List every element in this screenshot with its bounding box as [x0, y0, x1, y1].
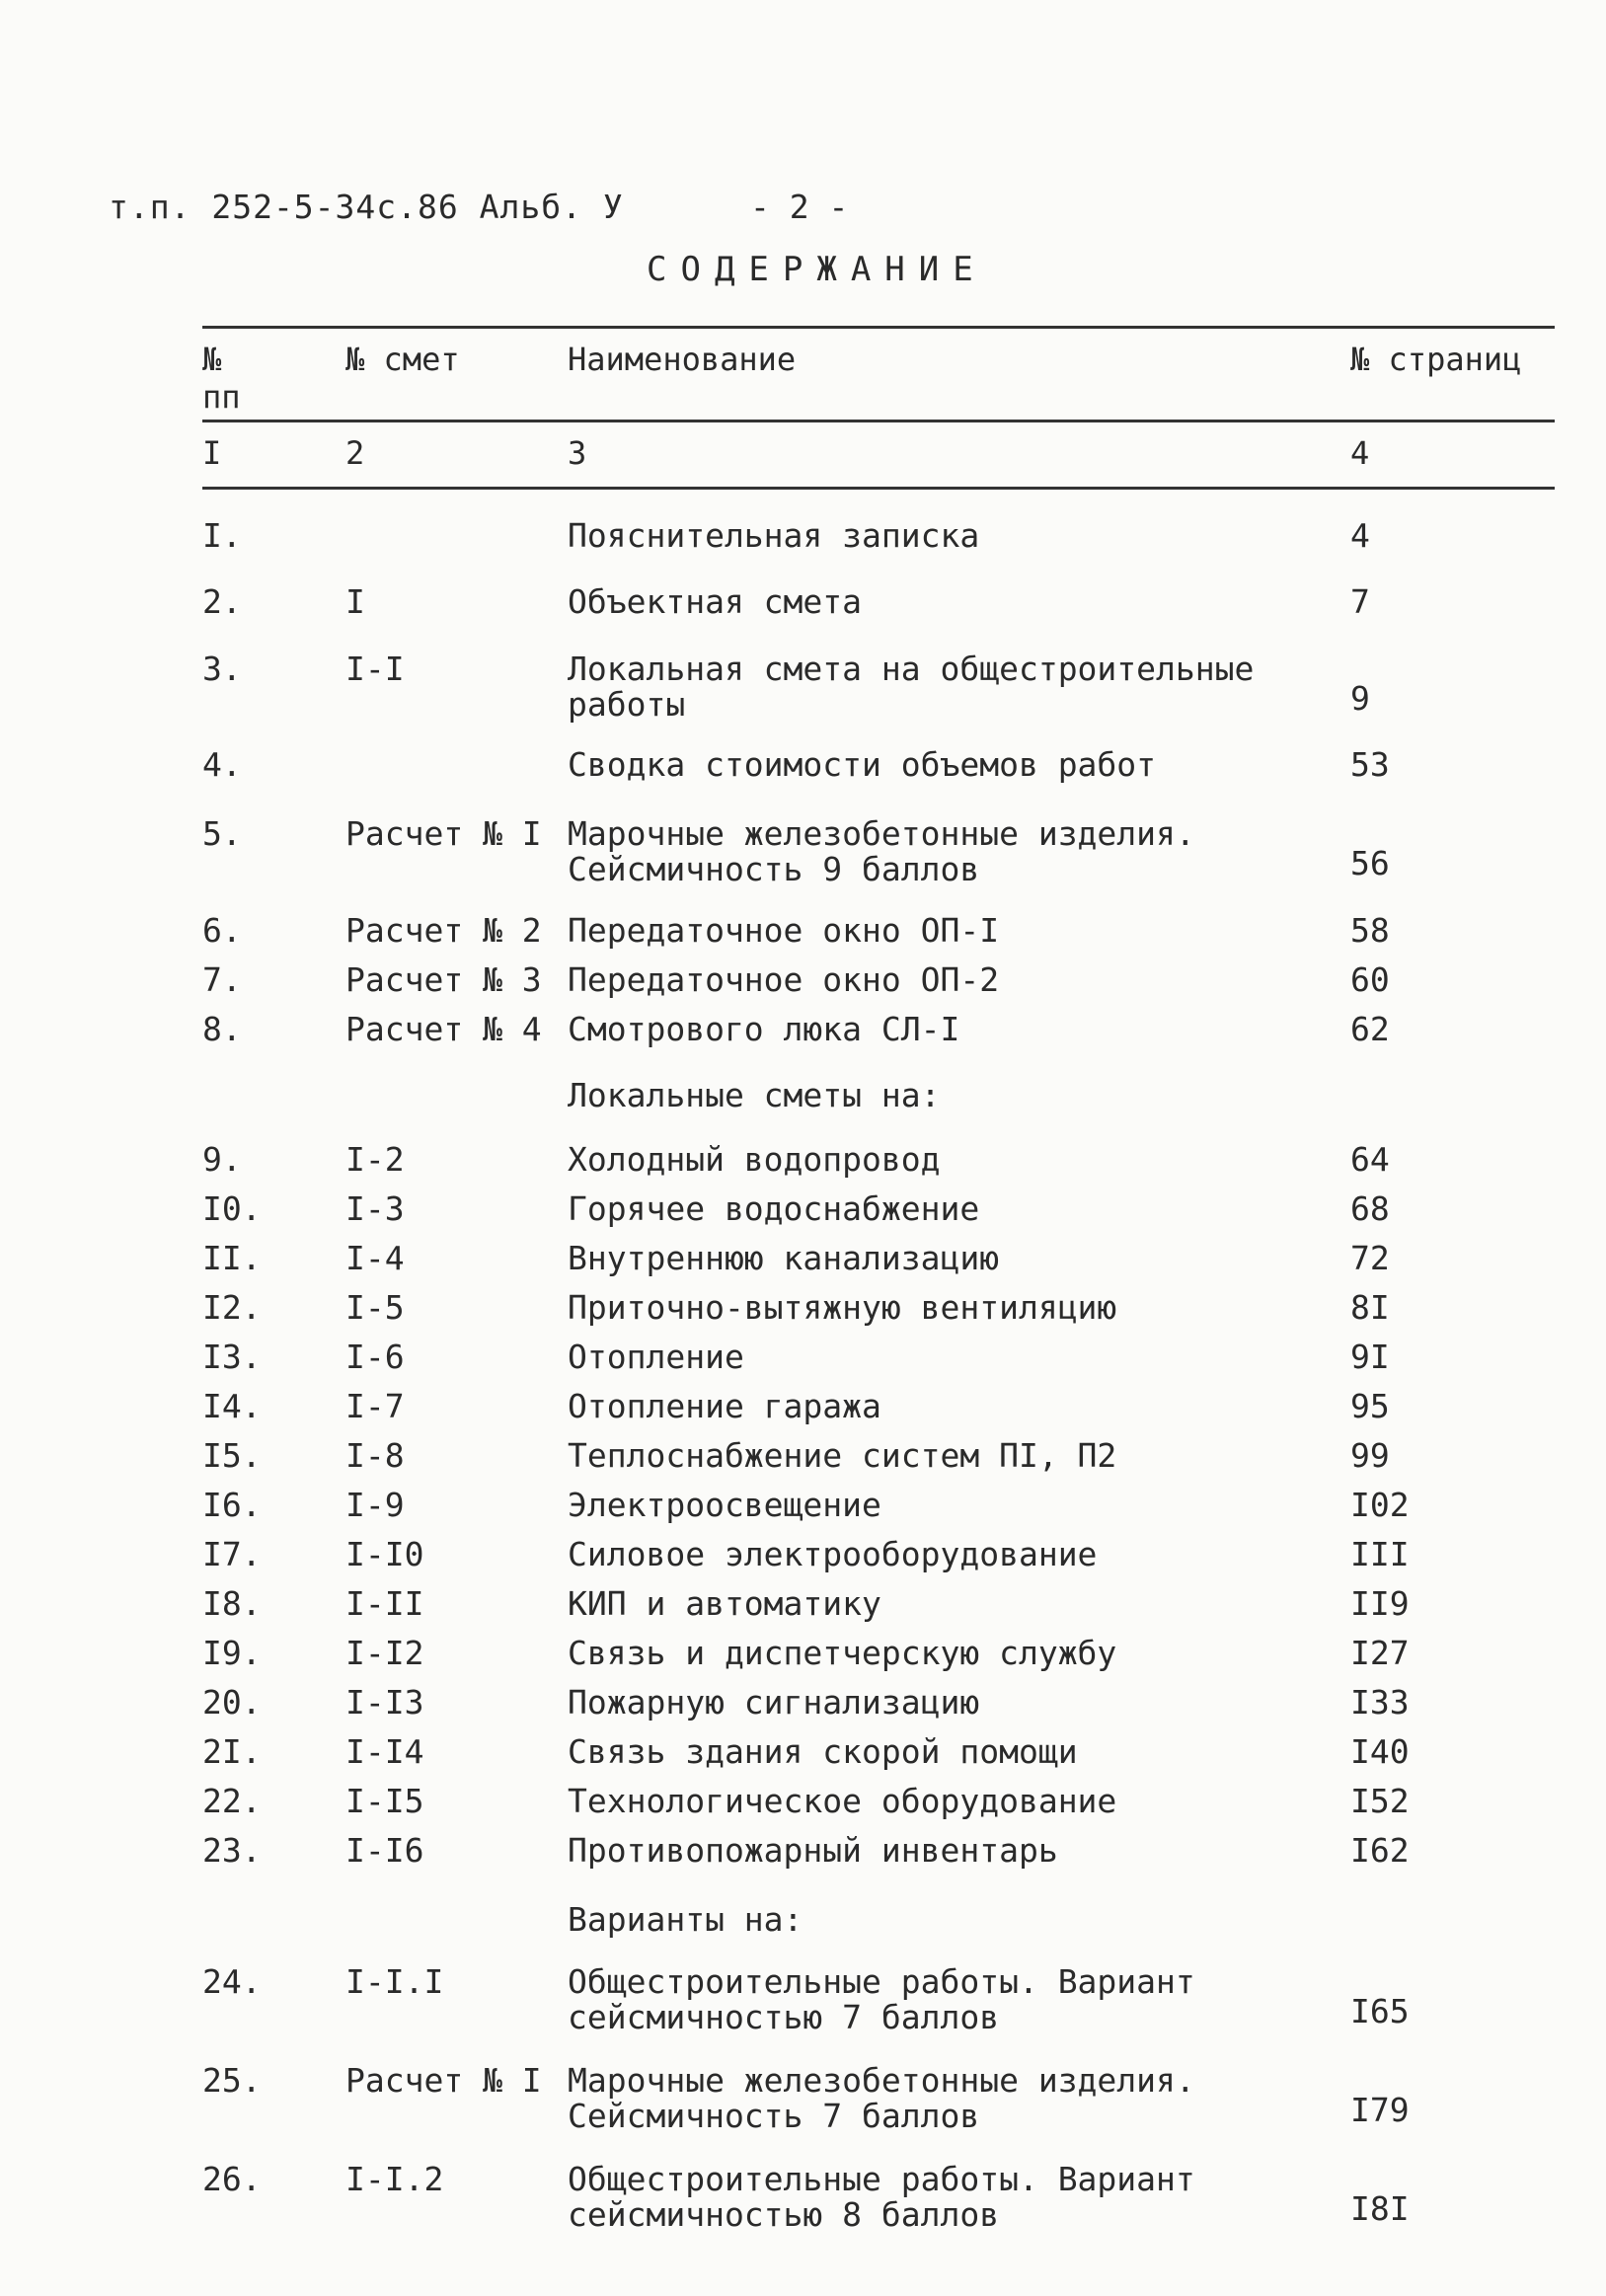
row-number: I7.: [202, 1535, 262, 1573]
row-number: 5.: [202, 814, 242, 853]
table-top-rule: [202, 326, 1555, 329]
row-page: 95: [1350, 1387, 1390, 1425]
header-num: № пп: [202, 341, 241, 416]
row-page: I40: [1350, 1732, 1410, 1771]
row-estimate: I: [345, 582, 365, 621]
row-page: 8I: [1350, 1288, 1390, 1327]
row-page: 9I: [1350, 1338, 1390, 1376]
row-name: Связь здания скорой помощи: [568, 1732, 1078, 1771]
row-page: 7: [1350, 582, 1370, 621]
row-estimate: I-9: [345, 1486, 405, 1524]
row-estimate: I-I.2: [345, 2160, 444, 2198]
row-page: 58: [1350, 911, 1390, 950]
row-estimate: I-I: [345, 650, 405, 688]
row-name: Марочные железобетонные изделия. Сейсмичность 7 баллов: [568, 2061, 1195, 2135]
row-number: 25.: [202, 2061, 262, 2100]
row-estimate: I-I5: [345, 1782, 424, 1820]
row-page: I65: [1350, 1992, 1410, 2030]
row-number: I2.: [202, 1288, 262, 1327]
row-name: Отопление гаража: [568, 1387, 881, 1425]
column-numbers-rule: [202, 487, 1555, 490]
row-name: Пожарную сигнализацию: [568, 1683, 980, 1722]
row-number: I9.: [202, 1634, 262, 1672]
row-name: Общестроительные работы. Вариант сейсмичностью 7 баллов: [568, 1962, 1195, 2036]
row-name: Связь и диспетчерскую службу: [568, 1634, 1117, 1672]
column-number: 2: [345, 434, 365, 472]
column-number: I: [202, 434, 222, 472]
row-estimate: I-3: [345, 1189, 405, 1228]
row-name: Сводка стоимости объемов работ: [568, 745, 1157, 784]
row-number: I8.: [202, 1584, 262, 1623]
row-page: 62: [1350, 1010, 1390, 1048]
row-number: I6.: [202, 1486, 262, 1524]
row-estimate: Расчет № 3: [345, 960, 542, 999]
row-name: Пояснительная записка: [568, 516, 980, 555]
row-name: Технологическое оборудование: [568, 1782, 1117, 1820]
row-number: 4.: [202, 745, 242, 784]
row-number: 2.: [202, 582, 242, 621]
row-number: 26.: [202, 2160, 262, 2198]
row-estimate: I-4: [345, 1239, 405, 1277]
column-number: 4: [1350, 434, 1370, 472]
row-estimate: Расчет № 2: [345, 911, 542, 950]
header-pages: № страниц: [1350, 341, 1522, 378]
page-title: СОДЕРЖАНИЕ: [647, 250, 987, 289]
row-number: 6.: [202, 911, 242, 950]
row-number: 3.: [202, 650, 242, 688]
row-name: Теплоснабжение систем ПI, П2: [568, 1436, 1117, 1475]
row-page: II9: [1350, 1584, 1410, 1623]
row-name: Локальная смета на общестроительные работы: [568, 650, 1255, 724]
row-estimate: I-8: [345, 1436, 405, 1475]
row-estimate: I-I3: [345, 1683, 424, 1722]
row-number: 7.: [202, 960, 242, 999]
row-number: 24.: [202, 1962, 262, 2001]
row-page: I52: [1350, 1782, 1410, 1820]
header-name: Наименование: [568, 341, 797, 378]
row-name: Горячее водоснабжение: [568, 1189, 980, 1228]
header-rule: [202, 420, 1555, 422]
row-name: Объектная смета: [568, 582, 863, 621]
row-name: Холодный водопровод: [568, 1140, 941, 1179]
row-page: 53: [1350, 745, 1390, 784]
row-number: 20.: [202, 1683, 262, 1722]
row-page: I02: [1350, 1486, 1410, 1524]
row-page: 60: [1350, 960, 1390, 999]
row-number: I3.: [202, 1338, 262, 1376]
section-heading-local-estimates: Локальные сметы на:: [568, 1076, 941, 1114]
row-name: Передаточное окно ОП-2: [568, 960, 1000, 999]
row-estimate: I-5: [345, 1288, 405, 1327]
row-estimate: I-I6: [345, 1831, 424, 1870]
row-number: I0.: [202, 1189, 262, 1228]
document-id: т.п. 252-5-34с.86 Альб. У: [109, 188, 624, 226]
row-name: Общестроительные работы. Вариант сейсмичностью 8 баллов: [568, 2160, 1195, 2234]
row-page: 99: [1350, 1436, 1390, 1475]
row-number: I5.: [202, 1436, 262, 1475]
header-estimate: № смет: [345, 341, 460, 378]
row-page: I8I: [1350, 2189, 1410, 2228]
row-number: 8.: [202, 1010, 242, 1048]
row-number: I.: [202, 516, 242, 555]
row-page: I33: [1350, 1683, 1410, 1722]
row-name: Марочные железобетонные изделия. Сейсмичность 9 баллов: [568, 814, 1195, 888]
row-name: КИП и автоматику: [568, 1584, 881, 1623]
row-number: II.: [202, 1239, 262, 1277]
row-name: Электроосвещение: [568, 1486, 881, 1524]
row-number: 2I.: [202, 1732, 262, 1771]
row-number: 9.: [202, 1140, 242, 1179]
column-number: 3: [568, 434, 587, 472]
row-page: III: [1350, 1535, 1410, 1573]
row-estimate: I-I.I: [345, 1962, 444, 2001]
row-estimate: I-I0: [345, 1535, 424, 1573]
page-number: - 2 -: [750, 188, 849, 226]
row-name: Смотрового люка СЛ-I: [568, 1010, 960, 1048]
row-name: Внутреннюю канализацию: [568, 1239, 1000, 1277]
row-estimate: Расчет № 4: [345, 1010, 542, 1048]
row-page: 56: [1350, 844, 1390, 882]
row-name: Отопление: [568, 1338, 744, 1376]
row-name: Передаточное окно ОП-I: [568, 911, 1000, 950]
row-name: Силовое электрооборудование: [568, 1535, 1098, 1573]
row-number: 22.: [202, 1782, 262, 1820]
row-number: I4.: [202, 1387, 262, 1425]
row-estimate: I-I4: [345, 1732, 424, 1771]
row-estimate: I-7: [345, 1387, 405, 1425]
row-page: 68: [1350, 1189, 1390, 1228]
row-estimate: Расчет № I: [345, 2061, 542, 2100]
row-page: I79: [1350, 2091, 1410, 2129]
row-page: 72: [1350, 1239, 1390, 1277]
row-estimate: Расчет № I: [345, 814, 542, 853]
row-estimate: I-II: [345, 1584, 424, 1623]
row-estimate: I-6: [345, 1338, 405, 1376]
row-page: I62: [1350, 1831, 1410, 1870]
row-name: Противопожарный инвентарь: [568, 1831, 1058, 1870]
row-page: 4: [1350, 516, 1370, 555]
row-estimate: I-I2: [345, 1634, 424, 1672]
row-page: I27: [1350, 1634, 1410, 1672]
row-page: 9: [1350, 679, 1370, 718]
row-name: Приточно-вытяжную вентиляцию: [568, 1288, 1117, 1327]
row-page: 64: [1350, 1140, 1390, 1179]
row-number: 23.: [202, 1831, 262, 1870]
row-estimate: I-2: [345, 1140, 405, 1179]
section-heading-variants: Варианты на:: [568, 1900, 803, 1939]
